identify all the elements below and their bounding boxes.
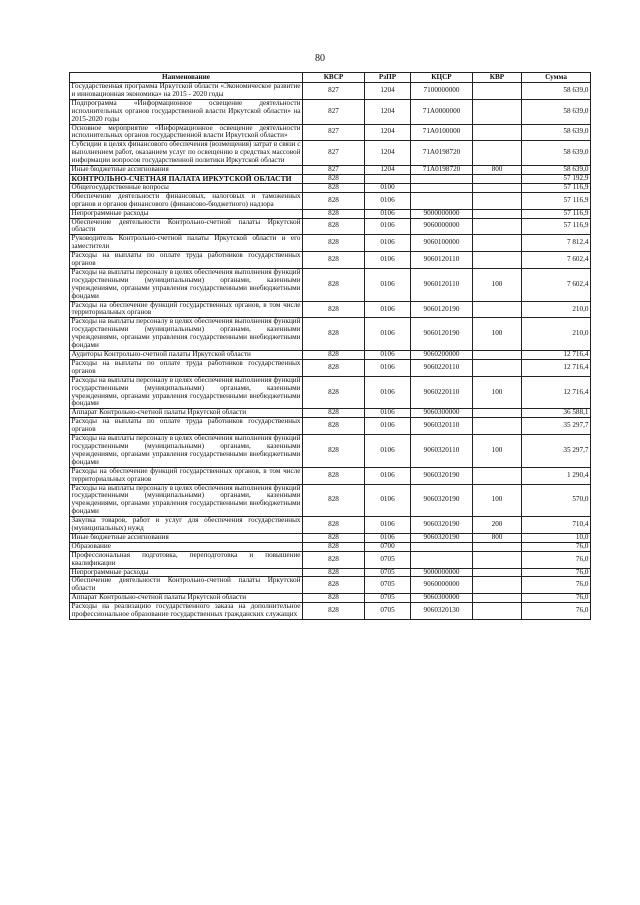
cell-kvsr: 828: [303, 517, 365, 534]
cell-sum: 12 716,4: [522, 359, 591, 376]
table-row: [70, 183, 591, 192]
table-row: [70, 359, 591, 376]
cell-name: Расходы на выплаты персоналу в целях обеспечения выполнения функций государственными (муниципальными) органами, казенными учреждениями, органами управления государственными внебюджетными фондами: [71, 267, 301, 300]
cell-kvsr: 828: [303, 594, 365, 603]
cell-name: Иные бюджетные ассигнования: [70, 166, 303, 175]
cell-kvsr: 828: [303, 218, 365, 235]
cell-kvsr: 827: [303, 141, 365, 166]
cell-kcsr: 9060220110: [411, 359, 473, 376]
cell-name: Иные бюджетные ассигнования: [70, 533, 303, 542]
table-row: [70, 376, 591, 409]
cell-rzpr: 0106: [365, 252, 411, 269]
cell-kvr: [473, 568, 522, 577]
cell-kvsr: 828: [303, 568, 365, 577]
cell-rzpr: 0106: [365, 209, 411, 218]
cell-sum: 76,0: [522, 568, 591, 577]
table-row: [70, 301, 591, 318]
cell-kvsr: 828: [303, 409, 365, 418]
table-row: [70, 551, 591, 568]
cell-kvsr: 828: [303, 351, 365, 360]
cell-kcsr: 9060000000: [411, 218, 473, 235]
table-row: [70, 603, 591, 620]
cell-kcsr: 9060320110: [411, 435, 473, 468]
cell-name: Аудиторы Контрольно-счетной палаты Иркутской области: [70, 351, 303, 360]
cell-sum: 10,0: [522, 533, 591, 542]
cell-kcsr: 7100000000: [411, 83, 473, 100]
cell-name: Обеспечение деятельности Контрольно-счетной палаты Иркутской области: [71, 217, 301, 234]
cell-kvsr: 828: [303, 418, 365, 435]
cell-rzpr: 0705: [365, 577, 411, 594]
cell-kcsr: 9060100000: [411, 235, 473, 252]
cell-rzpr: 0106: [365, 351, 411, 360]
cell-kvr: [473, 603, 522, 620]
cell-kcsr: [411, 542, 473, 551]
cell-sum: 12 716,4: [522, 376, 591, 409]
cell-kcsr: 71А0100000: [411, 124, 473, 141]
cell-kcsr: 71А0000000: [411, 99, 473, 124]
cell-kvsr: 827: [303, 99, 365, 124]
cell-name: Подпрограмма «Информационное освещение деятельности исполнительных органов государственной власти Иркутской области» на 2015-2020 годы: [71, 98, 301, 123]
cell-rzpr: 0106: [365, 318, 411, 351]
cell-kcsr: 9060120110: [411, 252, 473, 269]
table-row: [70, 99, 591, 124]
cell-kcsr: 71А0198720: [411, 141, 473, 166]
cell-sum: 12 716,4: [522, 351, 591, 360]
header-kcsr: КЦСР: [411, 73, 473, 83]
cell-kvsr: 828: [303, 542, 365, 551]
table-row: [70, 577, 591, 594]
cell-kvr: [473, 359, 522, 376]
cell-sum: 58 639,0: [522, 166, 591, 175]
cell-kvsr: 828: [303, 359, 365, 376]
cell-kcsr: 9060200000: [411, 351, 473, 360]
cell-kcsr: [411, 174, 473, 183]
cell-kvsr: 828: [303, 435, 365, 468]
cell-kvr: 100: [473, 435, 522, 468]
cell-rzpr: 1204: [365, 141, 411, 166]
cell-sum: 35 297,7: [522, 418, 591, 435]
cell-rzpr: 0705: [365, 568, 411, 577]
cell-sum: 58 639,0: [522, 99, 591, 124]
cell-sum: 58 639,0: [522, 83, 591, 100]
cell-rzpr: 1204: [365, 99, 411, 124]
table-row: [70, 209, 591, 218]
cell-sum: 7 602,4: [522, 268, 591, 301]
cell-name: Расходы на реализацию государственного заказа на дополнительное профессиональное образование государственных гражданских служащих: [71, 602, 301, 619]
cell-name: Непрограммные расходы: [70, 209, 303, 218]
cell-kvsr: 828: [303, 209, 365, 218]
cell-name: Расходы на выплаты по оплате труда работников государственных органов: [71, 251, 301, 268]
cell-rzpr: 1204: [365, 83, 411, 100]
cell-kvr: [473, 124, 522, 141]
cell-kvr: 100: [473, 376, 522, 409]
cell-kcsr: 9060320110: [411, 418, 473, 435]
table-body: [70, 83, 591, 620]
table-row: [70, 192, 591, 209]
cell-kcsr: 71А0198720: [411, 166, 473, 175]
cell-kvsr: 828: [303, 192, 365, 209]
cell-sum: 57 116,9: [522, 209, 591, 218]
cell-rzpr: 0106: [365, 218, 411, 235]
page-number: 80: [315, 53, 325, 64]
cell-rzpr: 0106: [365, 359, 411, 376]
cell-sum: 57 116,9: [522, 192, 591, 209]
cell-kvr: [473, 418, 522, 435]
cell-rzpr: 0705: [365, 603, 411, 620]
cell-kvr: [473, 183, 522, 192]
cell-kvsr: 828: [303, 235, 365, 252]
cell-kvr: [473, 218, 522, 235]
header-kvsr: КВСР: [303, 73, 365, 83]
cell-sum: 76,0: [522, 542, 591, 551]
cell-rzpr: 0106: [365, 376, 411, 409]
cell-kvr: [473, 301, 522, 318]
cell-rzpr: 0106: [365, 484, 411, 517]
cell-rzpr: 0106: [365, 517, 411, 534]
cell-rzpr: 0705: [365, 594, 411, 603]
header-kvr: КВР: [473, 73, 522, 83]
cell-sum: 57 116,9: [522, 183, 591, 192]
cell-sum: 57 116,9: [522, 218, 591, 235]
cell-sum: 570,0: [522, 484, 591, 517]
cell-kvr: [473, 252, 522, 269]
cell-kcsr: [411, 192, 473, 209]
cell-kvsr: 827: [303, 124, 365, 141]
cell-name: Расходы на выплаты по оплате труда работников государственных органов: [71, 417, 301, 434]
cell-name: Расходы на выплаты персоналу в целях обеспечения выполнения функций государственными (муниципальными) органами, казенными учреждениями, органами управления государственными внебюджетными фондами: [71, 483, 301, 516]
cell-name: Расходы на обеспечение функций государственных органов, в том числе территориальных органов: [71, 300, 301, 317]
cell-name: Субсидии в целях финансового обеспечения (возмещения) затрат в связи с выполнением работ, оказанием услуг по освещению в средствах массовой информации вопросов государственной политики Иркутской области: [71, 140, 301, 165]
cell-kvr: [473, 83, 522, 100]
cell-rzpr: 0106: [365, 435, 411, 468]
cell-name: Расходы на выплаты по оплате труда работников государственных органов: [71, 358, 301, 375]
cell-rzpr: 0106: [365, 467, 411, 484]
cell-rzpr: 0106: [365, 533, 411, 542]
cell-kcsr: 9060320130: [411, 603, 473, 620]
table-row: [70, 268, 591, 301]
cell-kcsr: 9060120190: [411, 318, 473, 351]
cell-rzpr: 0100: [365, 183, 411, 192]
cell-kvr: 100: [473, 318, 522, 351]
cell-kcsr: 9060300000: [411, 594, 473, 603]
cell-sum: 36 588,1: [522, 409, 591, 418]
cell-kvsr: 828: [303, 252, 365, 269]
cell-kvr: 100: [473, 484, 522, 517]
cell-kvsr: 828: [303, 174, 365, 183]
cell-kvsr: 828: [303, 603, 365, 620]
cell-rzpr: 0106: [365, 418, 411, 435]
cell-kvsr: 828: [303, 376, 365, 409]
header-name: Наименование: [70, 73, 303, 83]
cell-sum: 710,4: [522, 517, 591, 534]
cell-kvr: [473, 235, 522, 252]
cell-kvsr: 828: [303, 484, 365, 517]
cell-name: Расходы на обеспечение функций государственных органов, в том числе территориальных органов: [71, 466, 301, 483]
cell-kvr: [473, 192, 522, 209]
cell-kvr: 800: [473, 533, 522, 542]
table-row: [70, 533, 591, 542]
cell-name: Расходы на выплаты персоналу в целях обеспечения выполнения функций государственными (муниципальными) органами, казенными учреждениями, органами управления государственными внебюджетными фондами: [71, 317, 301, 350]
cell-kvsr: 828: [303, 318, 365, 351]
cell-rzpr: 1204: [365, 166, 411, 175]
table-row: [70, 517, 591, 534]
cell-rzpr: 0106: [365, 409, 411, 418]
table-row: [70, 542, 591, 551]
cell-kcsr: 9060120110: [411, 268, 473, 301]
cell-sum: 76,0: [522, 594, 591, 603]
cell-name: Государственная программа Иркутской области «Экономическое развитие и инновационная экономика» на 2015 - 2020 годы: [71, 82, 301, 98]
cell-name: Общегосударственные вопросы: [70, 183, 303, 192]
table-row: [70, 252, 591, 269]
cell-kvr: [473, 594, 522, 603]
table-row: [70, 124, 591, 141]
cell-sum: 35 297,7: [522, 435, 591, 468]
table-row: [70, 484, 591, 517]
cell-sum: 210,0: [522, 301, 591, 318]
cell-kcsr: [411, 183, 473, 192]
cell-kcsr: 9060320190: [411, 533, 473, 542]
cell-kvsr: 827: [303, 83, 365, 100]
cell-kvsr: 828: [303, 533, 365, 542]
cell-name: Обеспечение деятельности Контрольно-счетной палаты Иркутской области: [71, 576, 301, 593]
cell-kcsr: 9060120190: [411, 301, 473, 318]
cell-kvsr: 828: [303, 467, 365, 484]
cell-kcsr: 9060320190: [411, 517, 473, 534]
table-row: [70, 141, 591, 166]
cell-name: Закупка товаров, работ и услуг для обеспечения государственных (муниципальных) нужд: [71, 516, 301, 533]
cell-name: Основное мероприятие «Информационное освещение деятельности исполнительных органов государственной власти Иркутской области»: [71, 123, 301, 140]
cell-kvr: 800: [473, 166, 522, 175]
cell-sum: 210,0: [522, 318, 591, 351]
cell-kvsr: 828: [303, 183, 365, 192]
header-rzpr: РзПР: [365, 73, 411, 83]
cell-sum: 58 639,0: [522, 124, 591, 141]
cell-kcsr: 9060000000: [411, 577, 473, 594]
cell-kvr: [473, 551, 522, 568]
cell-rzpr: 1204: [365, 124, 411, 141]
cell-kvsr: 827: [303, 166, 365, 175]
cell-kvr: [473, 351, 522, 360]
table-row: [70, 318, 591, 351]
table-row: [70, 83, 591, 100]
cell-rzpr: 0106: [365, 192, 411, 209]
cell-kcsr: 9000000000: [411, 568, 473, 577]
cell-kvr: [473, 409, 522, 418]
cell-name: Аппарат Контрольно-счетной палаты Иркутской области: [70, 409, 303, 418]
cell-kvsr: 828: [303, 577, 365, 594]
cell-sum: 76,0: [522, 577, 591, 594]
cell-name: Профессиональная подготовка, переподготовка и повышение квалификации: [71, 550, 301, 567]
cell-rzpr: 0700: [365, 542, 411, 551]
cell-kvsr: 828: [303, 551, 365, 568]
cell-name: КОНТРОЛЬНО-СЧЕТНАЯ ПАЛАТА ИРКУТСКОЙ ОБЛАСТИ: [70, 174, 303, 183]
cell-sum: 7 602,4: [522, 252, 591, 269]
cell-name: Непрограммные расходы: [70, 568, 303, 577]
table-row: [70, 435, 591, 468]
table-row: [70, 467, 591, 484]
cell-kcsr: 9000000000: [411, 209, 473, 218]
cell-sum: 7 812,4: [522, 235, 591, 252]
cell-name: Расходы на выплаты персоналу в целях обеспечения выполнения функций государственными (муниципальными) органами, казенными учреждениями, органами управления государственными внебюджетными фондами: [71, 434, 301, 466]
cell-rzpr: 0106: [365, 301, 411, 318]
cell-kvr: [473, 467, 522, 484]
cell-kcsr: 9060300000: [411, 409, 473, 418]
cell-rzpr: 0705: [365, 551, 411, 568]
table-header: [70, 73, 591, 83]
budget-table: [69, 72, 591, 620]
cell-kvr: [473, 577, 522, 594]
cell-sum: 57 192,9: [522, 174, 591, 183]
cell-kvr: [473, 542, 522, 551]
cell-name: Аппарат Контрольно-счетной палаты Иркутской области: [70, 594, 303, 603]
cell-kvr: [473, 141, 522, 166]
cell-kcsr: 9060320190: [411, 484, 473, 517]
cell-kcsr: [411, 551, 473, 568]
table-row: [70, 418, 591, 435]
header-sum: Сумма: [522, 73, 591, 83]
cell-name: Обеспечение деятельности финансовых, налоговых и таможенных органов и органов финансового (финансово-бюджетного) надзора: [71, 191, 301, 208]
cell-sum: 76,0: [522, 603, 591, 620]
cell-kcsr: 9060320190: [411, 467, 473, 484]
cell-sum: 58 639,0: [522, 141, 591, 166]
cell-kvr: 100: [473, 268, 522, 301]
cell-sum: 76,0: [522, 551, 591, 568]
cell-kvsr: 828: [303, 268, 365, 301]
cell-kcsr: 9060220110: [411, 376, 473, 409]
cell-name: Руководитель Контрольно-счетной палаты Иркутской области и его заместители: [71, 234, 301, 251]
cell-kvr: 200: [473, 517, 522, 534]
cell-name: Образование: [70, 542, 303, 551]
cell-kvr: [473, 209, 522, 218]
cell-name: Расходы на выплаты персоналу в целях обеспечения выполнения функций государственными (муниципальными) органами, казенными учреждениями, органами управления государственными внебюджетными фондами: [71, 375, 301, 408]
cell-rzpr: 0106: [365, 235, 411, 252]
table-row: [70, 235, 591, 252]
table-row: [70, 218, 591, 235]
cell-kvsr: 828: [303, 301, 365, 318]
cell-rzpr: 0106: [365, 268, 411, 301]
cell-sum: 1 290,4: [522, 467, 591, 484]
cell-kvr: [473, 174, 522, 183]
cell-kvr: [473, 99, 522, 124]
